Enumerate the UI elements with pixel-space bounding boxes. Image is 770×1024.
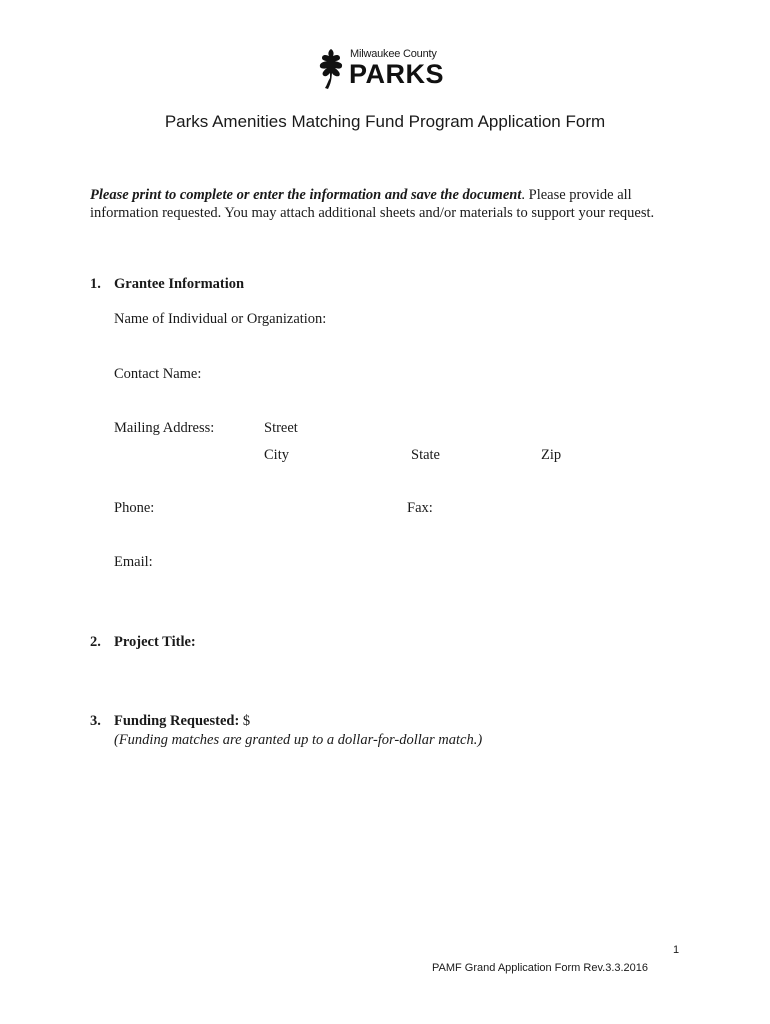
section1-heading: Grantee Information bbox=[114, 276, 245, 292]
street-label: Street bbox=[264, 420, 298, 436]
zip-label: Zip bbox=[541, 447, 562, 463]
logo-county-text: Milwaukee County bbox=[350, 48, 437, 60]
milwaukee-county-parks-logo bbox=[316, 44, 456, 94]
logo-parks-text: PARKS bbox=[349, 59, 445, 89]
intro-period: . bbox=[521, 187, 525, 203]
intro-paragraph bbox=[90, 186, 680, 222]
form-title: Parks Amenities Matching Fund Program Application Form bbox=[164, 112, 606, 131]
page-number: 1 bbox=[673, 944, 680, 956]
revision-footer: PAMF Grand Application Form Rev.3.3.2016 bbox=[432, 962, 649, 974]
intro-emphasis: Please print to complete or enter the information and save the document bbox=[90, 187, 522, 203]
section2-heading: Project Title: bbox=[114, 634, 196, 650]
name-label: Name of Individual or Organization: bbox=[114, 311, 327, 327]
fax-label: Fax: bbox=[407, 500, 433, 516]
state-label: State bbox=[411, 447, 440, 463]
intro-rest: Please provide all information requested. You may attach additional sheets and/or materials to support your request. bbox=[90, 187, 655, 221]
section3-heading: Funding Requested: bbox=[114, 713, 240, 729]
city-label: City bbox=[264, 447, 289, 463]
currency-symbol: $ bbox=[242, 713, 251, 729]
contact-label: Contact Name: bbox=[114, 366, 202, 382]
mailing-address-label: Mailing Address: bbox=[114, 420, 215, 436]
email-label: Email: bbox=[114, 554, 153, 570]
section2-number: 2. bbox=[90, 634, 101, 650]
oak-leaf-icon bbox=[316, 48, 346, 90]
phone-label: Phone: bbox=[114, 500, 155, 516]
section3-heading-line bbox=[114, 713, 250, 730]
section3-number: 3. bbox=[90, 713, 101, 729]
funding-note: (Funding matches are granted up to a dollar-for-dollar match.) bbox=[114, 732, 483, 748]
section1-number: 1. bbox=[90, 276, 101, 292]
